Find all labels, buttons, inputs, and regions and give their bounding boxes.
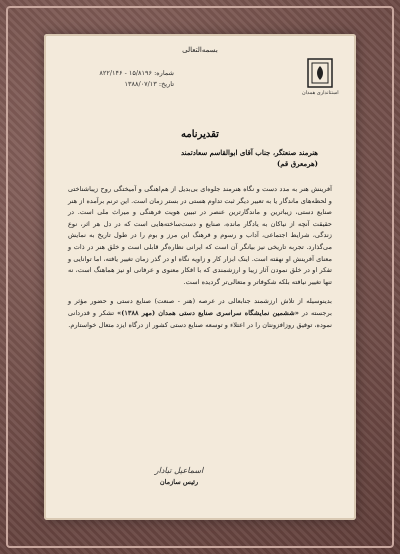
signature-name: اسماعیل تبادار: [154, 466, 204, 475]
certificate-body: [68, 184, 332, 339]
signatory-role: رئیس سازمان: [159, 478, 199, 486]
organization-name: اسنتانداری همدان: [302, 90, 339, 96]
emblem: [302, 58, 338, 102]
body-paragraph-1: آفرینش هنر به مدد دست و نگاه هنرمند جلوه‌ای بی‌بدیل از هم‌اهنگی و آمیختگی روح زیباشناختی و لحظه‌های ماندگار یا به تعبیر دیگر ثبت تداوم هستی در بستر زمان است. این ترنم برآمده از هنر صنایع دستی، زیباترین و ماندگارترین عنصر در تبیین هویت فرهنگی و میراث ملی است. در حقیقت آنچه از نیاکان به یادگار مانده، صنایع و دست‌ساخته‌هایی است که در دل هر اثر، نوع زندگی، شرایط اجتماعی، آداب و رسوم و فرهنگ این مرز و بوم را در طول تاریخ به نمایش می‌گذارد. تجربه تاریخی نیز بیانگر آن است که ایرانی نظاره‌گر قابلی است و خلق هنر در ذات و معنای آفرینش او نهفته است. اینک ابزار کار و زاویه نگاه او در گذر زمان تغییر یافته، اما توانایی و تفکر او در خلق نمودن آثار زیبا و ارزشمندی که با افکار معنوی و عرفانی او نیز هماهنگ است، نه تنها تغییر نیافته بلکه شکوفاتر و متعالی‌تر گردیده است.: [68, 185, 332, 286]
coat-of-arms-icon: [307, 58, 333, 88]
certificate-paper: [44, 34, 356, 520]
exhibition-name: «ششمین نمایشگاه سراسری صنایع دستی همدان (مهر ۱۳۸۸)»: [117, 308, 299, 317]
addressee: [78, 147, 318, 169]
letter-meta: [64, 68, 174, 90]
certificate-title: تقدیرنامه: [181, 129, 219, 140]
letter-number: شماره: ۱۵/۸۱۹۶ - ۸۲۲/۱۴۶: [99, 69, 174, 77]
addressee-note: (هرمعرق قم): [276, 159, 318, 168]
body-paragraph-2: بدینوسیله از تلاش ارزشمند جنابعالی در عرصه (هنر - صنعت) صنایع دستی و حضور مؤثر و برجسته در «ششمین نمایشگاه سراسری صنایع دستی همدان (مهر ۱۳۸۸)» تشکر و قدردانی نموده، توفیق روزافزونتان را در اعتلاء و توسعه صنایع دستی کشور از درگاه ایزد متعال خواستارم.: [68, 297, 332, 329]
letter-date: تاریخ: ۱۳۸۸/۰۷/۱۳: [124, 80, 174, 88]
bismillah-header: بسمه‌التعالی: [182, 46, 218, 54]
addressee-name: هنرمند صنعتگر، جناب آقای ابوالقاسم سعادتمند: [180, 148, 318, 157]
signature-block: [134, 466, 224, 486]
